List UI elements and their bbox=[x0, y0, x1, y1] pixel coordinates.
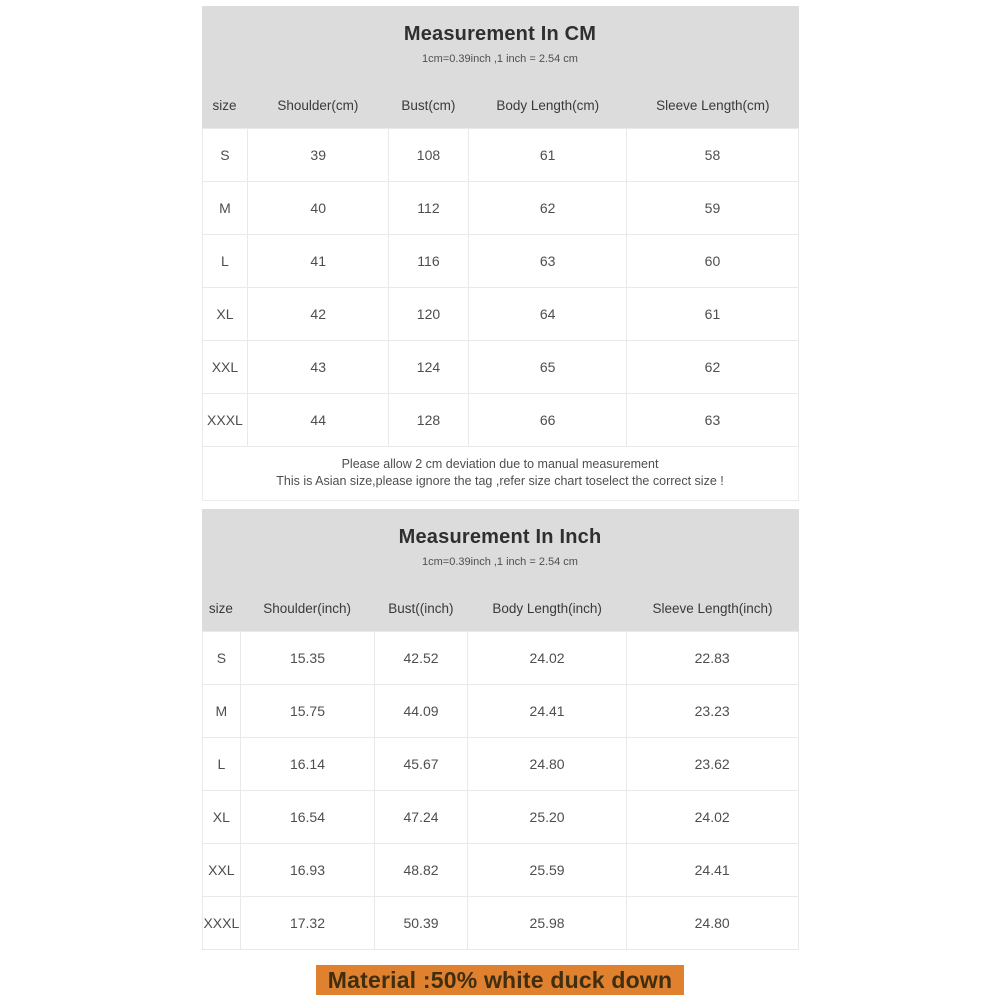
column-header: size bbox=[212, 98, 237, 113]
measurement-value-cell: 64 bbox=[468, 288, 627, 341]
cm-column-header-row bbox=[202, 97, 799, 114]
size-label-cell: M bbox=[202, 182, 248, 235]
cm-subtitle: 1cm=0.39inch ,1 inch = 2.54 cm bbox=[422, 53, 578, 65]
measurement-value-cell: 39 bbox=[248, 129, 389, 182]
inch-column-header-row bbox=[202, 600, 799, 617]
deviation-note: Please allow 2 cm deviation due to manual measurement bbox=[341, 457, 659, 471]
inch-subtitle: 1cm=0.39inch ,1 inch = 2.54 cm bbox=[422, 556, 578, 568]
size-row bbox=[202, 844, 798, 897]
cm-measurement-table bbox=[202, 128, 799, 447]
measurement-value-cell: 24.41 bbox=[468, 685, 627, 738]
size-label-cell: XXXL bbox=[202, 897, 241, 950]
column-header: Sleeve Length(inch) bbox=[652, 601, 773, 616]
column-header: size bbox=[208, 601, 233, 616]
measurement-value-cell: 45.67 bbox=[374, 738, 468, 791]
size-label-cell: XL bbox=[202, 791, 241, 844]
measurement-value-cell: 23.23 bbox=[626, 685, 798, 738]
size-row bbox=[202, 235, 798, 288]
measurement-value-cell: 24.02 bbox=[468, 632, 627, 685]
measurement-value-cell: 116 bbox=[389, 235, 469, 288]
measurement-value-cell: 25.98 bbox=[468, 897, 627, 950]
size-row bbox=[202, 394, 798, 447]
column-header: Shoulder(cm) bbox=[277, 98, 359, 113]
measurement-value-cell: 40 bbox=[248, 182, 389, 235]
measurement-value-cell: 41 bbox=[248, 235, 389, 288]
column-header: Body Length(inch) bbox=[492, 601, 602, 616]
section-gap bbox=[202, 501, 799, 509]
measurement-value-cell: 16.93 bbox=[241, 844, 375, 897]
inch-header-block bbox=[202, 509, 799, 631]
measurement-value-cell: 62 bbox=[627, 341, 798, 394]
size-row bbox=[202, 288, 798, 341]
size-chart-page bbox=[202, 0, 799, 995]
measurement-value-cell: 61 bbox=[627, 288, 798, 341]
inch-measurement-table bbox=[202, 631, 799, 950]
size-row bbox=[202, 897, 798, 950]
asian-size-note: This is Asian size,please ignore the tag ,refer size chart toselect the correct size ! bbox=[276, 474, 724, 488]
measurement-value-cell: 22.83 bbox=[626, 632, 798, 685]
measurement-value-cell: 25.59 bbox=[468, 844, 627, 897]
measurement-value-cell: 63 bbox=[627, 394, 798, 447]
measurement-value-cell: 66 bbox=[468, 394, 627, 447]
size-label-cell: L bbox=[202, 738, 241, 791]
measurement-value-cell: 15.35 bbox=[241, 632, 375, 685]
measurement-value-cell: 44 bbox=[248, 394, 389, 447]
measurement-value-cell: 112 bbox=[389, 182, 469, 235]
cm-title: Measurement In CM bbox=[403, 23, 597, 45]
size-label-cell: M bbox=[202, 685, 241, 738]
size-label-cell: XXL bbox=[202, 844, 241, 897]
measurement-value-cell: 17.32 bbox=[241, 897, 375, 950]
size-label-cell: S bbox=[202, 129, 248, 182]
size-row bbox=[202, 632, 798, 685]
size-label-cell: L bbox=[202, 235, 248, 288]
measurement-value-cell: 43 bbox=[248, 341, 389, 394]
size-row bbox=[202, 129, 798, 182]
measurement-value-cell: 24.80 bbox=[468, 738, 627, 791]
measurement-value-cell: 50.39 bbox=[374, 897, 468, 950]
size-row bbox=[202, 182, 798, 235]
measurement-value-cell: 120 bbox=[389, 288, 469, 341]
size-label-cell: XXL bbox=[202, 341, 248, 394]
measurement-value-cell: 124 bbox=[389, 341, 469, 394]
measurement-value-cell: 24.41 bbox=[626, 844, 798, 897]
measurement-value-cell: 128 bbox=[389, 394, 469, 447]
column-header: Bust((inch) bbox=[388, 601, 454, 616]
measurement-value-cell: 42 bbox=[248, 288, 389, 341]
measurement-value-cell: 60 bbox=[627, 235, 798, 288]
column-header: Body Length(cm) bbox=[496, 98, 600, 113]
measurement-value-cell: 47.24 bbox=[374, 791, 468, 844]
size-label-cell: XXXL bbox=[202, 394, 248, 447]
measurement-value-cell: 48.82 bbox=[374, 844, 468, 897]
cm-header-block bbox=[202, 6, 799, 128]
cm-section bbox=[202, 6, 799, 501]
inch-title: Measurement In Inch bbox=[398, 526, 602, 548]
measurement-value-cell: 44.09 bbox=[374, 685, 468, 738]
material-highlight-bar: Material :50% white duck down bbox=[316, 965, 684, 995]
size-row bbox=[202, 685, 798, 738]
size-label-cell: S bbox=[202, 632, 241, 685]
measurement-value-cell: 24.80 bbox=[626, 897, 798, 950]
column-header: Sleeve Length(cm) bbox=[656, 98, 770, 113]
measurement-value-cell: 63 bbox=[468, 235, 627, 288]
size-label-cell: XL bbox=[202, 288, 248, 341]
measurement-value-cell: 23.62 bbox=[626, 738, 798, 791]
measurement-value-cell: 61 bbox=[468, 129, 627, 182]
measurement-value-cell: 65 bbox=[468, 341, 627, 394]
measurement-value-cell: 25.20 bbox=[468, 791, 627, 844]
size-note-box bbox=[202, 447, 799, 501]
measurement-value-cell: 24.02 bbox=[626, 791, 798, 844]
measurement-value-cell: 108 bbox=[389, 129, 469, 182]
column-header: Bust(cm) bbox=[401, 98, 456, 113]
size-row bbox=[202, 791, 798, 844]
measurement-value-cell: 42.52 bbox=[374, 632, 468, 685]
inch-section bbox=[202, 509, 799, 950]
measurement-value-cell: 58 bbox=[627, 129, 798, 182]
measurement-value-cell: 16.54 bbox=[241, 791, 375, 844]
measurement-value-cell: 16.14 bbox=[241, 738, 375, 791]
column-header: Shoulder(inch) bbox=[263, 601, 352, 616]
measurement-value-cell: 15.75 bbox=[241, 685, 375, 738]
measurement-value-cell: 62 bbox=[468, 182, 627, 235]
size-row bbox=[202, 738, 798, 791]
size-row bbox=[202, 341, 798, 394]
measurement-value-cell: 59 bbox=[627, 182, 798, 235]
